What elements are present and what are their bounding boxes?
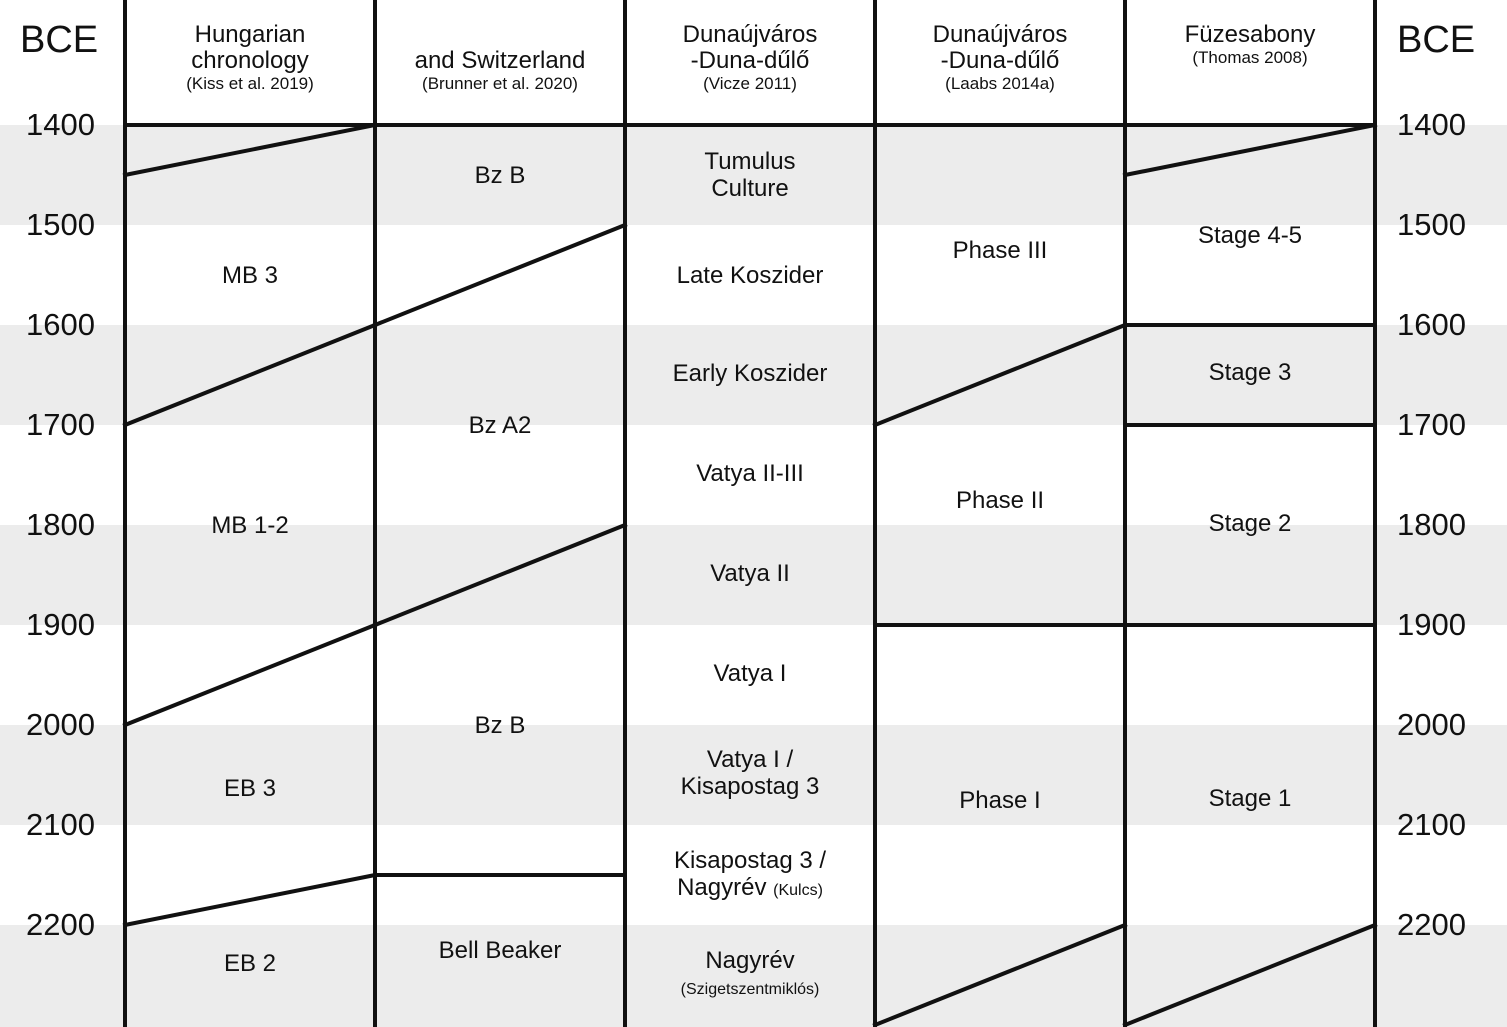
phase-line: Nagyrév xyxy=(705,947,795,974)
column-title-line: Füzesabony xyxy=(1184,21,1316,48)
year-left-2200: 2200 xyxy=(26,907,95,942)
column-header-laabs xyxy=(875,22,1125,94)
phase-2: Phase II xyxy=(955,487,1045,514)
bce-label-left: BCE xyxy=(20,19,99,61)
bce-label-right: BCE xyxy=(1397,19,1476,61)
phase-tumulus-culture xyxy=(635,148,865,202)
phase-mb3: MB 3 xyxy=(221,262,278,289)
stage-1: Stage 1 xyxy=(1208,785,1292,812)
year-left-1700: 1700 xyxy=(26,407,95,442)
stage-2: Stage 2 xyxy=(1208,510,1292,537)
year-right-1600: 1600 xyxy=(1397,307,1466,342)
column-header-thomas xyxy=(1125,22,1375,68)
phase-bz-a2: Bz A2 xyxy=(468,412,532,439)
column-source: (Laabs 2014a) xyxy=(945,74,1055,93)
column-title-line: Dunaújváros xyxy=(932,21,1068,48)
column-title-line: chronology xyxy=(191,47,309,74)
boundary-line xyxy=(125,625,375,725)
column-header-vicze xyxy=(625,22,875,94)
column-title-line: -Duna-dűlő xyxy=(690,47,810,74)
stage-4-5: Stage 4-5 xyxy=(1197,222,1303,249)
phase-1: Phase I xyxy=(959,787,1041,814)
phase-vatya-1-kisapostag xyxy=(635,746,865,800)
phase-vatya-2-3: Vatya II-III xyxy=(696,460,804,487)
phase-eb2: EB 2 xyxy=(223,950,277,977)
phase-kisapostag-nagyrev xyxy=(635,847,865,904)
stage-3: Stage 3 xyxy=(1208,359,1292,386)
phase-line: Vatya I / xyxy=(706,746,794,773)
column-title-line: -Duna-dűlő xyxy=(940,47,1060,74)
year-right-2000: 2000 xyxy=(1397,707,1466,742)
year-right-2100: 2100 xyxy=(1397,807,1466,842)
phase-note: (Szigetszentmiklós) xyxy=(680,981,820,998)
phase-vatya-1: Vatya I xyxy=(713,660,787,687)
phase-vatya-2: Vatya II xyxy=(710,560,790,587)
phase-line: Culture xyxy=(711,175,789,202)
year-right-1800: 1800 xyxy=(1397,507,1466,542)
year-left-2100: 2100 xyxy=(26,807,95,842)
phase-line: Tumulus xyxy=(704,148,796,175)
boundary-line xyxy=(125,875,375,925)
column-header-switzerland xyxy=(375,22,625,94)
column-source: (Kiss et al. 2019) xyxy=(186,74,314,93)
phase-mb1-2: MB 1-2 xyxy=(211,512,289,539)
phase-line: Kisapostag 3 xyxy=(680,773,820,800)
year-right-1900: 1900 xyxy=(1397,607,1466,642)
phase-bz-b-upper: Bz B xyxy=(474,162,526,189)
year-left-1900: 1900 xyxy=(26,607,95,642)
phase-bell-beaker: Bell Beaker xyxy=(438,937,562,964)
year-left-2000: 2000 xyxy=(26,707,95,742)
year-left-1600: 1600 xyxy=(26,307,95,342)
phase-note: (Kulcs) xyxy=(773,882,823,899)
phase-line xyxy=(635,874,865,904)
column-source: (Brunner et al. 2020) xyxy=(422,74,578,93)
year-left-1400: 1400 xyxy=(26,107,95,142)
phase-line-text: Nagyrév xyxy=(677,874,767,901)
year-right-2200: 2200 xyxy=(1397,907,1466,942)
column-header-hungarian xyxy=(125,22,375,94)
year-left-1800: 1800 xyxy=(26,507,95,542)
year-right-1500: 1500 xyxy=(1397,207,1466,242)
column-source: (Thomas 2008) xyxy=(1192,48,1308,67)
column-title-line: Dunaújváros xyxy=(682,21,818,48)
column-source: (Vicze 2011) xyxy=(703,74,797,93)
phase-line: Kisapostag 3 / xyxy=(673,847,827,874)
phase-eb3: EB 3 xyxy=(223,775,277,802)
phase-late-koszider: Late Koszider xyxy=(676,262,824,289)
year-left-1500: 1500 xyxy=(26,207,95,242)
phase-early-koszider: Early Koszider xyxy=(672,360,828,387)
phase-bz-b-lower: Bz B xyxy=(474,712,526,739)
phase-3: Phase III xyxy=(952,237,1048,264)
year-right-1700: 1700 xyxy=(1397,407,1466,442)
column-title-line: Hungarian xyxy=(194,21,306,48)
phase-nagyrev xyxy=(635,947,865,1000)
column-title-line: and Switzerland xyxy=(414,47,586,74)
boundary-line xyxy=(375,225,625,325)
year-right-1400: 1400 xyxy=(1397,107,1466,142)
